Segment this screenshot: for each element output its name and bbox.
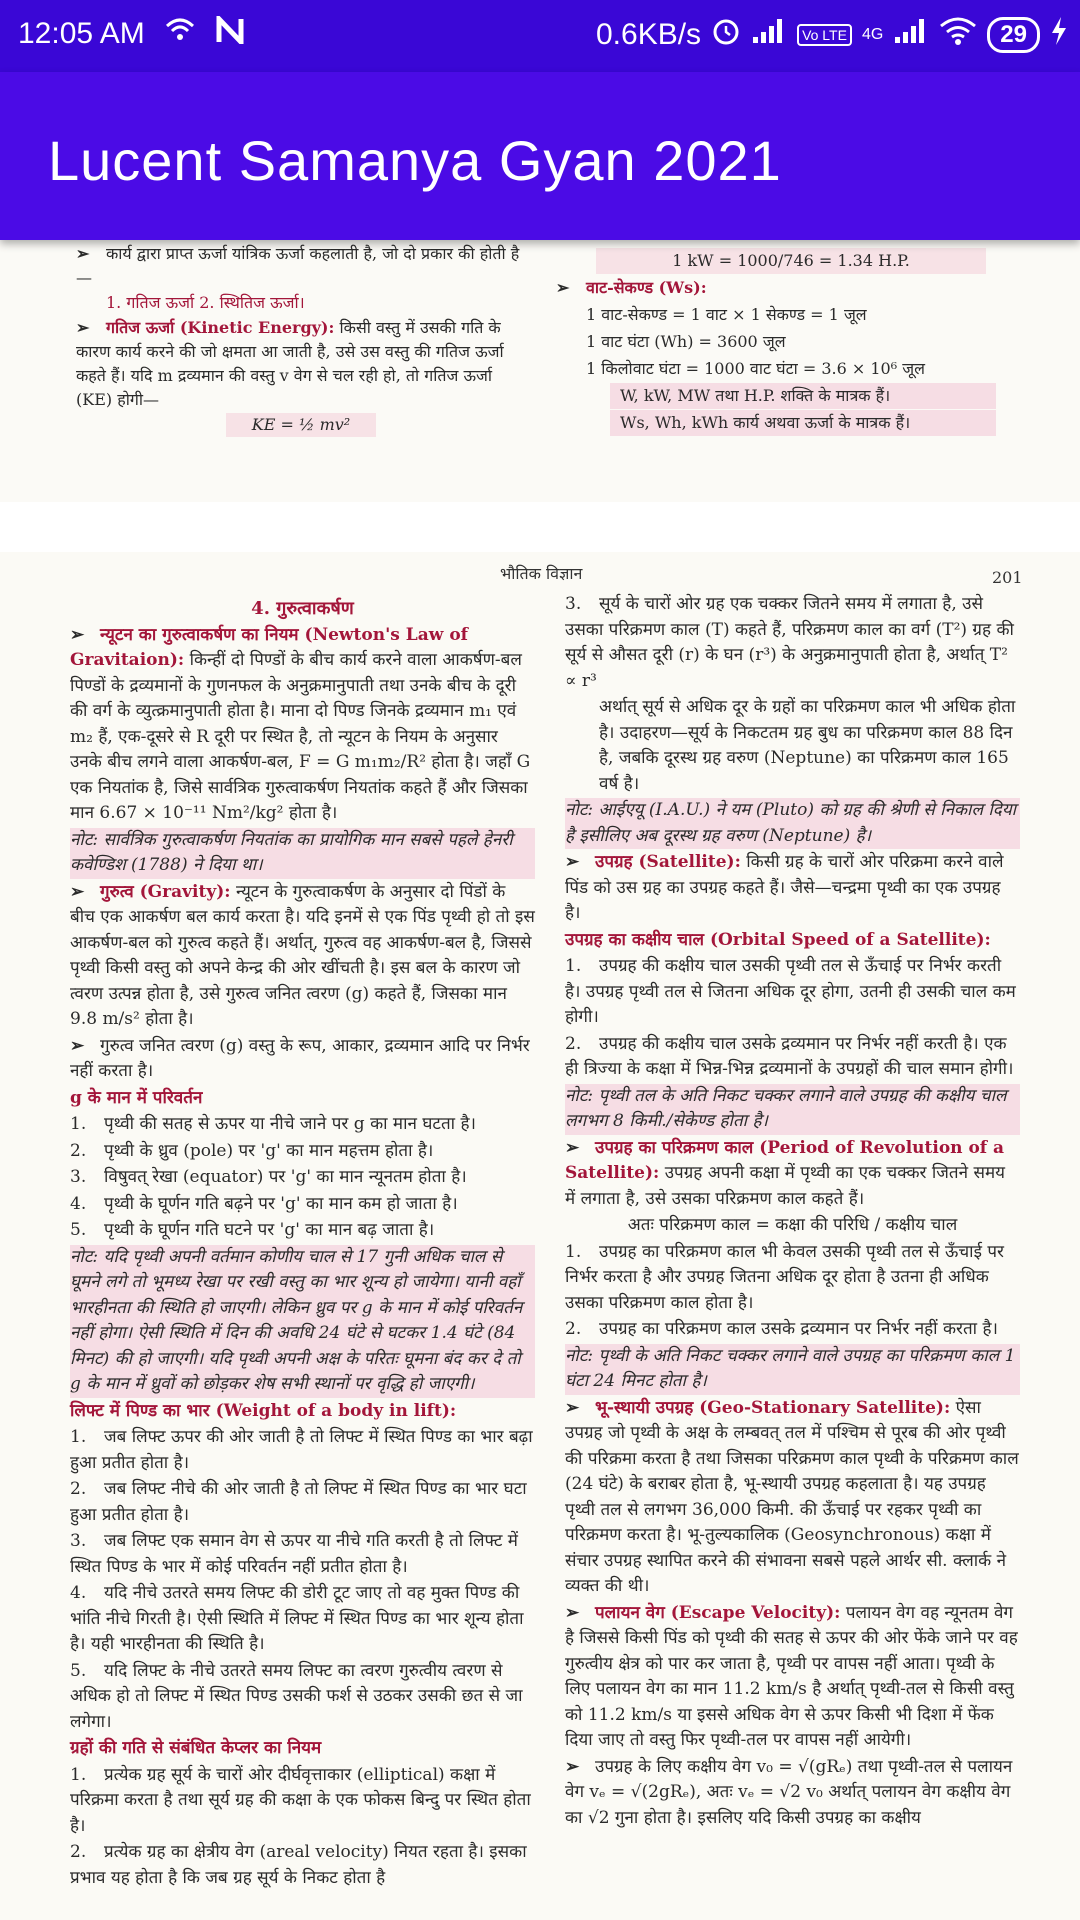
- arrow-bullet-icon: ➢: [565, 1397, 580, 1418]
- section-title: 4. गुरुत्वाकर्षण: [251, 598, 354, 619]
- arrow-bullet-icon: ➢: [565, 1602, 580, 1623]
- list-item: 1. उपग्रह का परिक्रमण काल भी केवल उसकी पृथ्वी तल से ऊँचाई पर निर्भर करता है और उपग्रह जितना अधिक दूर होता है उतना ही अधिक उसका परिक्रमण काल होता है।: [565, 1241, 1004, 1313]
- list-item: 2. प्रत्येक ग्रह का क्षेत्रीय वेग (areal velocity) नियत रहता है। इसका प्रभाव यह होता है कि जब ग्रह सूर्य के निकट होता है: [70, 1842, 527, 1888]
- book-page-top: [0, 240, 1080, 502]
- note-box: Ws, Wh, kWh कार्य अथवा ऊर्जा के मात्रक हैं।: [610, 410, 996, 436]
- list-item: 3. विषुवत् रेखा (equator) पर 'g' का मान न्यूनतम होता है।: [70, 1167, 467, 1187]
- note-box: W, kW, MW तथा H.P. शक्ति के मात्रक हैं।: [610, 383, 996, 409]
- list-item: 5. यदि लिफ्ट के नीचे उतरते समय लिफ्ट का त्वरण गुरुत्वीय त्वरण से अधिक हो तो लिफ्ट में स्थित पिण्ड उसकी फर्श से उठकर उसकी छत से जा लगेगा।: [70, 1660, 523, 1732]
- n-notification-icon: [215, 16, 245, 52]
- list-item: 2. उपग्रह का परिक्रमण काल उसके द्रव्यमान पर निर्भर नहीं करता है।: [565, 1319, 998, 1339]
- list-item: 5. पृथ्वी के घूर्णन गति घटने पर 'g' का मान बढ़ जाता है।: [70, 1220, 435, 1240]
- text-line: ➢ वाट-सेकण्ड (Ws):: [556, 275, 996, 301]
- paragraph: अर्थात् सूर्य से अधिक दूर के ग्रहों का परिक्रमण काल भी अधिक होता है। उदाहरण—सूर्य के निकटतम ग्रह बुध का परिक्रमण काल 88 दिन है, जबकि दूरस्थ ग्रह वरुण (Neptune) का परिक्रमण काल 165 वर्ष है।: [599, 697, 1016, 794]
- network-type: 4G: [861, 26, 884, 43]
- hotspot-icon: [163, 16, 197, 52]
- note-box: नोट: यदि पृथ्वी अपनी वर्तमान कोणीय चाल से 17 गुनी अधिक चाल से घूमने लगे तो भूमध्य रेखा पर रखी वस्तु का भार शून्य हो जायेगा। यानी वहाँ भारहीनता की स्थिति हो जाएगी। लेकिन ध्रुव पर g के मान में कोई परिवर्तन नहीं होगा। ऐसी स्थिति में दिन की अवधि 24 घंटे से घटकर 1.4 घंटे (84 मिनट) की हो जाएगी। यदि पृथ्वी अपनी अक्ष के परितः घूमना बंद कर दे तो g के मान में ध्रुवों को छोड़कर शेष सभी स्थानों पर वृद्धि हो जाएगी।: [70, 1245, 535, 1398]
- list-item: 3. जब लिफ्ट एक समान वेग से ऊपर या नीचे गति करती है तो लिफ्ट में स्थित पिण्ड के भार में कोई परिवर्तन नहीं प्रतीत होता है।: [70, 1531, 518, 1577]
- book-page-201: [0, 552, 1080, 1920]
- wifi-icon: [939, 16, 977, 54]
- network-speed: 0.6KB/s: [596, 18, 702, 51]
- arrow-bullet-icon: ➢: [76, 318, 90, 337]
- clock: 12:05 AM: [18, 17, 145, 50]
- list-item: 2. जब लिफ्ट नीचे की ओर जाती है तो लिफ्ट में स्थित पिण्ड का भार घटा हुआ प्रतीत होता है।: [70, 1479, 527, 1525]
- running-head: भौतिक विज्ञान: [500, 564, 583, 583]
- status-bar: [0, 0, 1080, 72]
- arrow-bullet-icon: ➢: [565, 852, 580, 872]
- alarm-icon: [711, 16, 741, 54]
- arrow-bullet-icon: ➢: [556, 278, 570, 297]
- paragraph: ➢ न्यूटन का गुरुत्वाकर्षण का नियम (Newton's Law of Gravitaion): किन्हीं दो पिण्डों के बीच कार्य करने वाला आकर्षण-बल पिण्डों के द्रव्यमानों के गुणनफल के अनुक्रमानुपाती तथा उनके बीच के दूरी की वर्ग के व्युत्क्रमानुपाती होता है। माना दो पिण्ड जिनके द्रव्यमान m₁ एवं m₂ हैं, एक-दूसरे से R दूरी पर स्थित है, तो न्यूटन के नियम के अनुसार उनके बीच लगने वाला आकर्षण-बल, F = G m₁m₂/R² होता है। जहाँ G एक नियतांक है, जिसे सार्वत्रिक गुरुत्वाकर्षण नियतांक कहते हैं और जिसका मान 6.67 × 10⁻¹¹ Nm²/kg² होता है।: [70, 624, 531, 823]
- text-line: 1. गतिज ऊर्जा 2. स्थितिज ऊर्जा।: [106, 293, 305, 312]
- list-item: 4. पृथ्वी के घूर्णन गति बढ़ने पर 'g' का मान कम हो जाता है।: [70, 1193, 458, 1214]
- paragraph: ➢ भू-स्थायी उपग्रह (Geo-Stationary Satellite): ऐसा उपग्रह जो पृथ्वी के अक्ष के लम्बवत् तल में पश्चिम से पूरब की ओर पृथ्वी की परिक्रमा करता है तथा जिसका परिक्रमण काल पृथ्वी के परिक्रमण काल (24 घंटे) के बराबर होता है, भू-स्थायी उपग्रह कहलाता है। यह उपग्रह पृथ्वी तल से लगभग 36,000 किमी. की ऊँचाई पर रहकर पृथ्वी का परिक्रमण करता है। भू-तुल्यकालिक (Geosynchronous) कक्षा में संचार उपग्रह स्थापित करने की संभावना सबसे पहले आर्थर सी. क्लार्क ने व्यक्त की थी।: [565, 1397, 1019, 1596]
- formula: KE = ½ mv²: [226, 413, 376, 437]
- arrow-bullet-icon: ➢: [70, 881, 85, 902]
- text-line: ➢ कार्य द्वारा प्राप्त ऊर्जा यांत्रिक ऊर्जा कहलाती है, जो दो प्रकार की होती है—: [76, 244, 520, 287]
- paragraph: ➢ उपग्रह (Satellite): किसी ग्रह के चारों ओर परिक्रमा करने वाले पिंड को उस ग्रह का उपग्रह कहते हैं। जैसे—चन्द्रमा पृथ्वी का एक उपग्रह है।: [565, 852, 1004, 923]
- note-box: नोट: आईएयू (I.A.U.) ने यम (Pluto) को ग्रह की श्रेणी से निकाल दिया है इसीलिए अब दूरस्थ ग्रह वरुण (Neptune) है।: [565, 798, 1020, 849]
- list-item: 3. सूर्य के चारों ओर ग्रह एक चक्कर जितने समय में लगाता है, उसे उसका परिक्रमण काल (T) कहते हैं, परिक्रमण काल का वर्ग (T²) ग्रह की सूर्य से औसत दूरी (r) के घन (r³) के अनुक्रमानुपाती होता है, अर्थात् T² ∝ r³: [565, 594, 1014, 691]
- list-item: 4. यदि नीचे उतरते समय लिफ्ट की डोरी टूट जाए तो वह मुक्त पिण्ड की भांति नीचे गिरती है। ऐसी स्थिति में लिफ्ट में स्थित पिण्ड का भार शून्य होता है। यही भारहीनता की स्थिति है।: [70, 1583, 524, 1654]
- note-box: नोट: सार्वत्रिक गुरुत्वाकर्षण नियतांक का प्रायोगिक मान सबसे पहले हेनरी कवेण्डिश (1788) ने दिया था।: [70, 828, 535, 879]
- page-number: 201: [992, 568, 1023, 587]
- list-item: 2. उपग्रह की कक्षीय चाल उसके द्रव्यमान पर निर्भर नहीं करती है। एक ही त्रिज्या के कक्षा में भिन्न-भिन्न द्रव्यमानों के उपग्रहों की चाल समान होगी।: [565, 1033, 1014, 1079]
- arrow-bullet-icon: ➢: [565, 1137, 580, 1158]
- arrow-bullet-icon: ➢: [70, 1035, 85, 1056]
- subheading: ग्रहों की गति से संबंधित केप्लर का नियम: [70, 1738, 322, 1758]
- app-title: Lucent Samanya Gyan 2021: [48, 129, 782, 192]
- list-item: 1. उपग्रह की कक्षीय चाल उसकी पृथ्वी तल से ऊँचाई पर निर्भर करती है। उपग्रह पृथ्वी तल से जितना अधिक दूर होगा, उतनी ही उसकी चाल कम होगी।: [565, 956, 1016, 1027]
- app-bar: [0, 72, 1080, 240]
- formula: अतः परिक्रमण काल = कक्षा की परिधि / कक्षीय चाल: [627, 1215, 958, 1235]
- charging-icon: [1050, 16, 1068, 54]
- page-gap: [0, 502, 1080, 552]
- list-item: 1. जब लिफ्ट ऊपर की ओर जाती है तो लिफ्ट में स्थित पिण्ड का भार बढ़ा हुआ प्रतीत होता है।: [70, 1427, 533, 1473]
- formula: 1 kW = 1000/746 = 1.34 H.P.: [596, 248, 986, 274]
- paragraph: ➢ उपग्रह के लिए कक्षीय वेग v₀ = √(gRₑ) तथा पृथ्वी-तल से पलायन वेग vₑ = √(2gRₑ), अतः vₑ = √2 v₀ अर्थात् पलायन वेग कक्षीय वेग का √2 गुना होता है। इसलिए यदि किसी उपग्रह का कक्षीय: [565, 1756, 1013, 1828]
- arrow-bullet-icon: ➢: [76, 244, 90, 263]
- list-item: 1. पृथ्वी की सतह से ऊपर या नीचे जाने पर g का मान घटता है।: [70, 1114, 476, 1134]
- arrow-bullet-icon: ➢: [565, 1756, 580, 1777]
- subheading: लिफ्ट में पिण्ड का भार (Weight of a body in lift):: [70, 1400, 457, 1421]
- text-line: 1 वाट-सेकण्ड = 1 वाट × 1 सेकण्ड = 1 जूल: [586, 305, 867, 324]
- battery-indicator: 29: [987, 17, 1040, 53]
- volte-badge: Vo LTE: [797, 24, 852, 46]
- note-box: नोट: पृथ्वी के अति निकट चक्कर लगाने वाले उपग्रह का परिक्रमण काल 1 घंटा 24 मिनट होता है।: [565, 1344, 1020, 1395]
- text-line: 1 किलोवाट घंटा = 1000 वाट घंटा = 3.6 × 10⁶ जूल: [586, 359, 925, 378]
- text-line: ➢ गतिज ऊर्जा (Kinetic Energy): किसी वस्तु में उसकी गति के कारण कार्य करने की जो क्षमता आ जाती है, उसे उस वस्तु की गतिज ऊर्जा कहते हैं। यदि m द्रव्यमान की वस्तु v वेग से चल रही हो, तो गतिज ऊर्जा (KE) होगी—: [76, 318, 504, 409]
- list-item: 1. प्रत्येक ग्रह सूर्य के चारों ओर दीर्घवृत्ताकार (elliptical) कक्षा में परिक्रमा करता है तथा सूर्य ग्रह की कक्षा के एक फोकस बिन्दु पर स्थित होता है।: [70, 1764, 531, 1836]
- paragraph: ➢ गुरुत्व (Gravity): न्यूटन के गुरुत्वाकर्षण के अनुसार दो पिंडों के बीच एक आकर्षण बल कार्य करता है। यदि इनमें से एक पिंड पृथ्वी हो तो इस आकर्षण-बल को गुरुत्व कहते हैं। अर्थात्, गुरुत्व वह आकर्षण-बल है, जिससे पृथ्वी किसी वस्तु को अपने केन्द्र की ओर खींचती है। इस बल के कारण जो त्वरण उत्पन्न होता है, उसे गुरुत्व जनित त्वरण (g) कहते हैं, जिसका मान 9.8 m/s² होता है।: [70, 881, 535, 1029]
- signal-icon-2: [893, 17, 929, 53]
- paragraph: ➢ गुरुत्व जनित त्वरण (g) वस्तु के रूप, आकार, द्रव्यमान आदि पर निर्भर नहीं करता है।: [70, 1035, 530, 1081]
- subheading: g के मान में परिवर्तन: [70, 1087, 203, 1108]
- signal-icon: [751, 17, 787, 53]
- text-line: 1 वाट घंटा (Wh) = 3600 जूल: [586, 332, 786, 351]
- subheading: उपग्रह का कक्षीय चाल (Orbital Speed of a Satellite):: [565, 929, 991, 950]
- arrow-bullet-icon: ➢: [70, 624, 85, 645]
- paragraph: ➢ पलायन वेग (Escape Velocity): पलायन वेग वह न्यूनतम वेग है जिससे किसी पिंड को पृथ्वी की सतह से ऊपर की ओर फेंके जाने पर वह गुरुत्वीय क्षेत्र को पार कर जाता है, पृथ्वी पर वापस नहीं आता। पृथ्वी के लिए पलायन वेग का मान 11.2 km/s है अर्थात् पृथ्वी-तल से किसी वस्तु को 11.2 km/s या इससे अधिक वेग से ऊपर किसी भी दिशा में फेंक दिया जाए तो वस्तु फिर पृथ्वी-तल पर वापस नहीं आयेगी।: [565, 1602, 1018, 1750]
- list-item: 2. पृथ्वी के ध्रुव (pole) पर 'g' का मान महत्तम होता है।: [70, 1140, 434, 1161]
- paragraph: ➢ उपग्रह का परिक्रमण काल (Period of Revolution of a Satellite): उपग्रह अपनी कक्षा में पृथ्वी का एक चक्कर जितने समय में लगाता है, उसे उसका परिक्रमण काल कहते हैं।: [565, 1137, 1005, 1209]
- note-box: नोट: पृथ्वी तल के अति निकट चक्कर लगाने वाले उपग्रह की कक्षीय चाल लगभग 8 किमी./सेकेण्ड होता है।: [565, 1084, 1020, 1135]
